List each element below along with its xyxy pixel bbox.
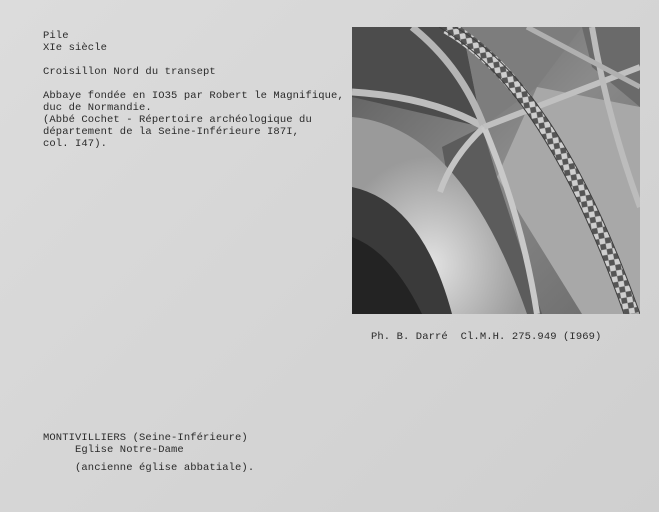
description-line: duc de Normandie. xyxy=(43,102,152,114)
description-line: Abbaye fondée en IO35 par Robert le Magnifique, xyxy=(43,90,344,102)
former-name-label: (ancienne église abbatiale). xyxy=(75,462,255,474)
town-label: MONTIVILLIERS (Seine-Inférieure) xyxy=(43,432,248,444)
description-line: (Abbé Cochet - Répertoire archéologique du xyxy=(43,114,312,126)
century-label: XIe siècle xyxy=(43,42,108,54)
vault-photograph xyxy=(352,27,640,314)
vault-photo-image xyxy=(352,27,640,314)
church-label: Eglise Notre-Dame xyxy=(75,444,184,456)
subject-label: Pile xyxy=(43,30,69,42)
description-line: département de la Seine-Inférieure I87I, xyxy=(43,126,300,138)
description-line: col. I47). xyxy=(43,138,108,150)
location-label: Croisillon Nord du transept xyxy=(43,66,216,78)
photo-credit: Ph. B. Darré Cl.M.H. 275.949 (I969) xyxy=(371,331,602,343)
